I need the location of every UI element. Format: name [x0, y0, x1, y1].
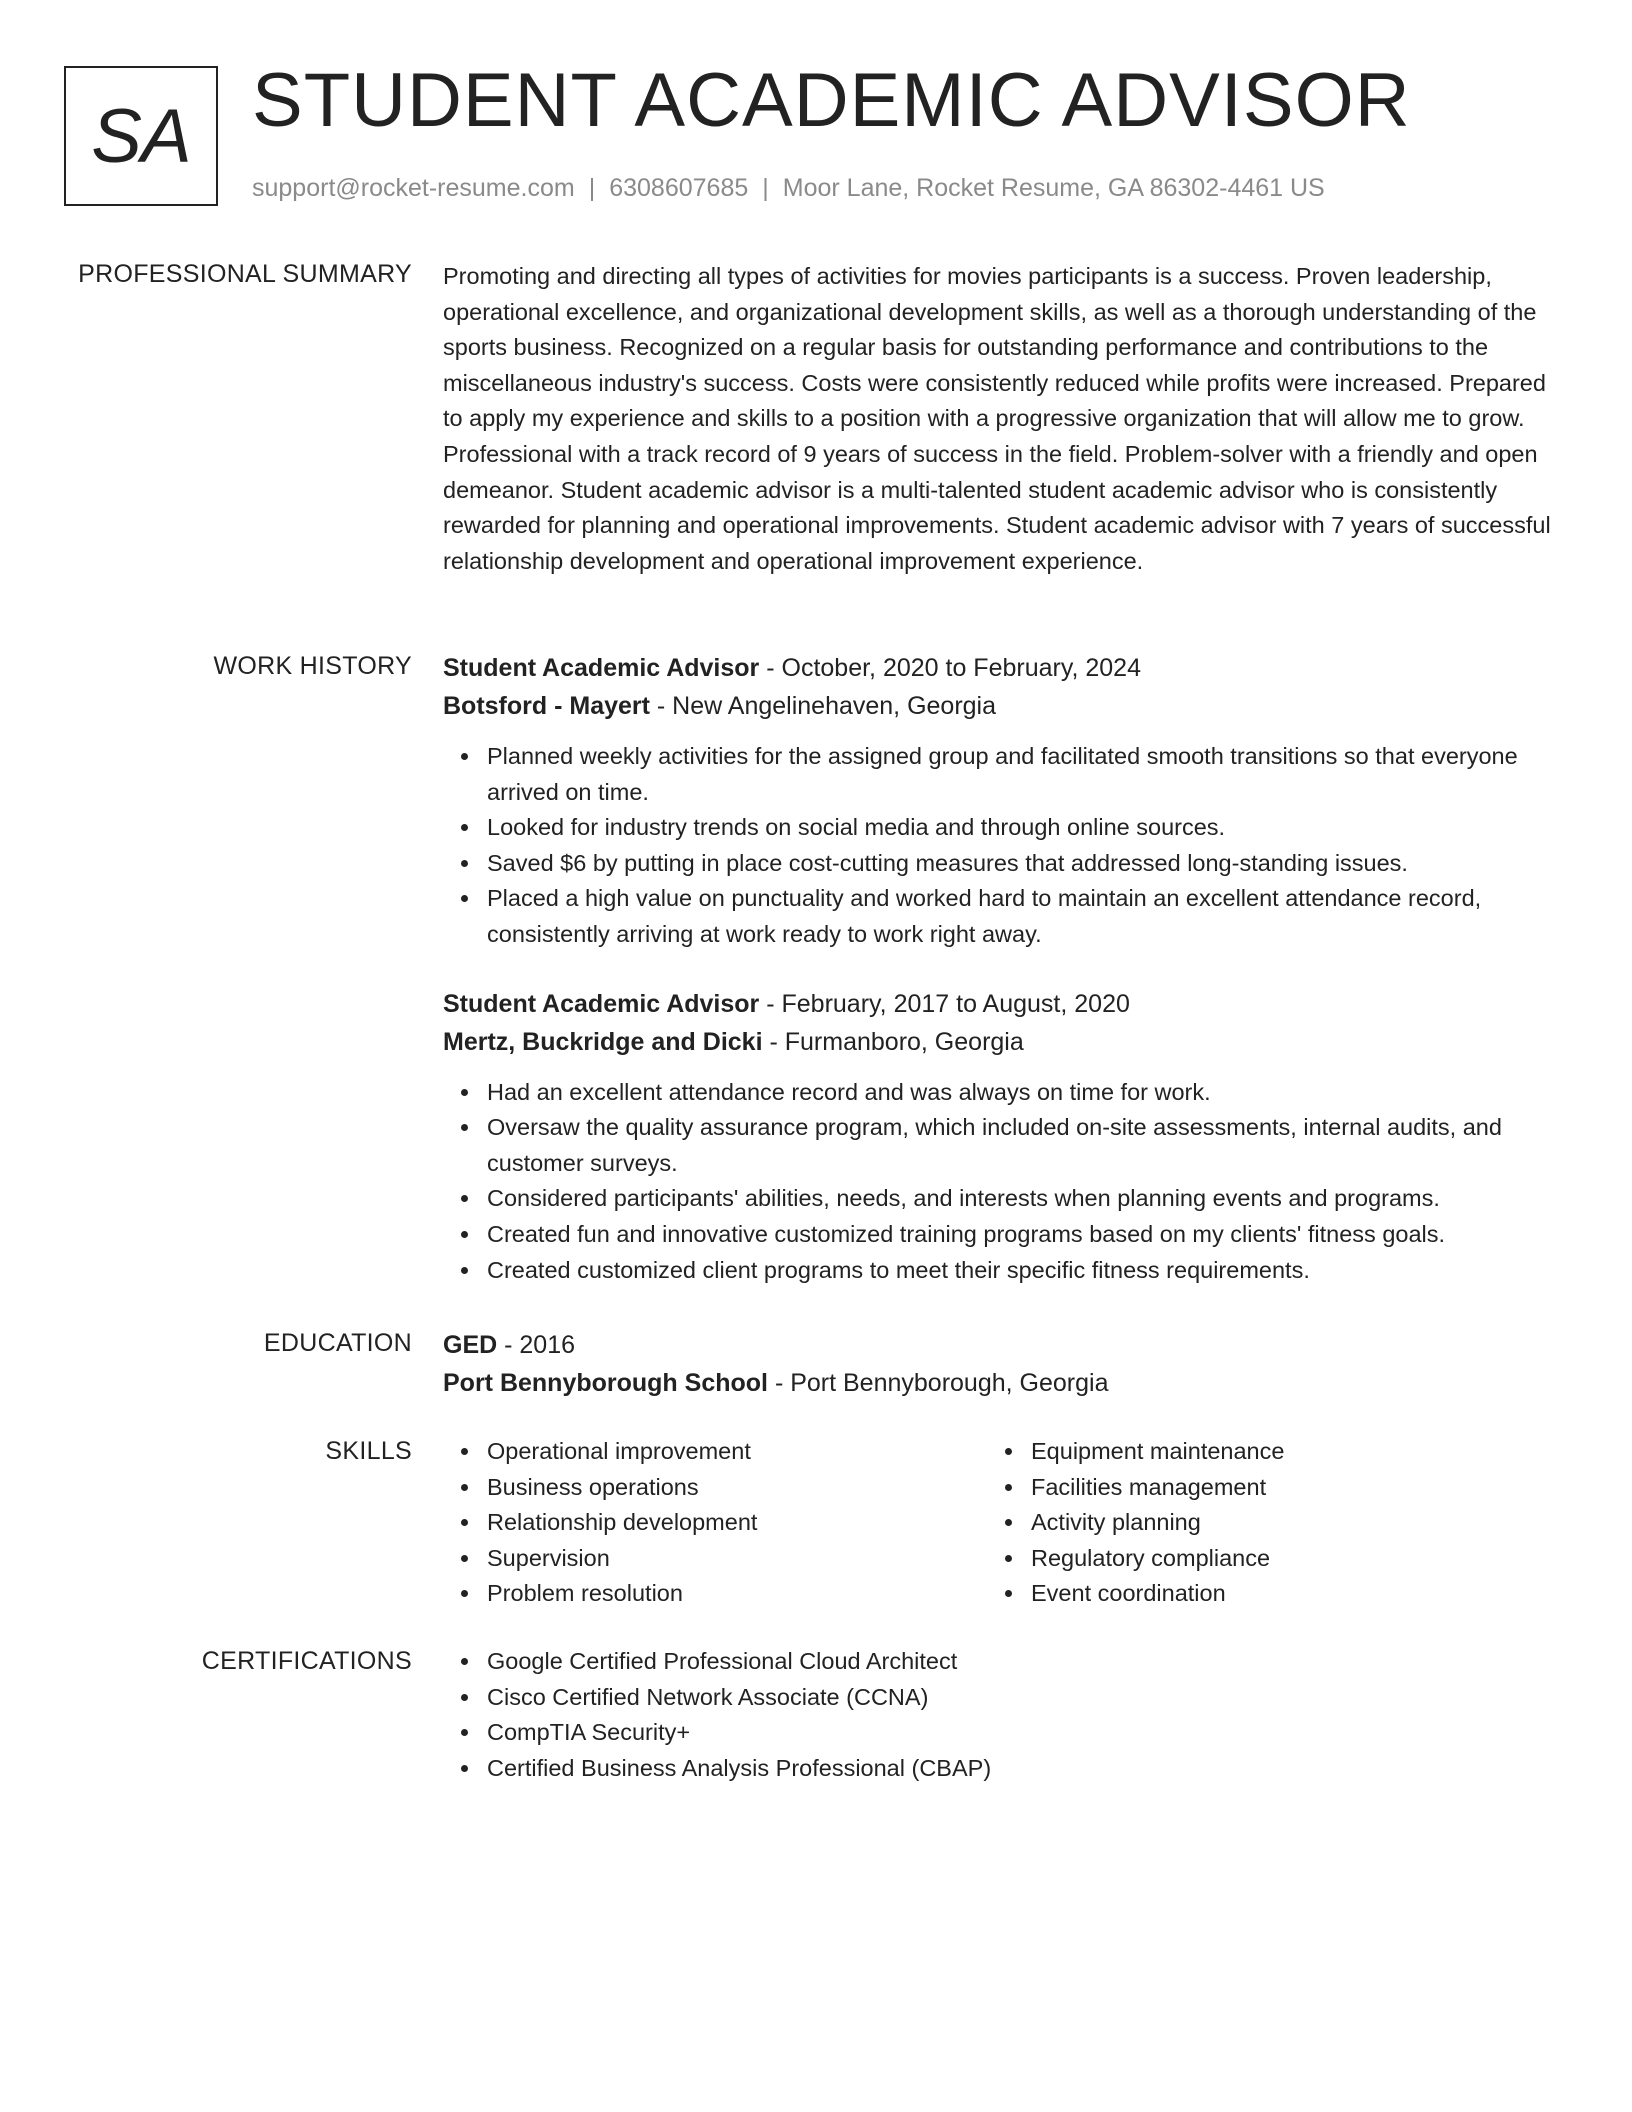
section-heading-summary: PROFESSIONAL SUMMARY	[78, 260, 412, 288]
work-history-body	[443, 649, 1553, 1320]
job-company: Botsford - Mayert	[443, 692, 650, 720]
skill-item: Business operations	[487, 1470, 987, 1506]
education-location: - Port Bennyborough, Georgia	[768, 1369, 1109, 1397]
certification-item: Cisco Certified Network Associate (CCNA)	[487, 1680, 1553, 1716]
contact-email: support@rocket-resume.com	[252, 174, 575, 202]
certifications-list	[443, 1644, 1553, 1786]
summary-text: Promoting and directing all types of activities for movies participants is a success. Proven leadership, operational excellence, and organizational development skills, as well as a thorough understanding of the sports business. Recognized on a regular basis for outstanding performance and contributions to the miscellaneous industry's success. Costs were consistently reduced while profits were increased. Prepared to apply my experience and skills to a position with a progressive organization that will allow me to grow. Professional with a track record of 9 years of success in the field. Problem-solver with a friendly and open demeanor. Student academic advisor is a multi-talented student academic advisor who is consistently rewarded for planning and operational improvements. Student academic advisor with 7 years of successful relationship development and operational improvement experience.	[443, 263, 1551, 574]
certifications-body	[443, 1644, 1553, 1786]
education-school: Port Bennyborough School	[443, 1369, 768, 1397]
skills-columns	[443, 1434, 1553, 1612]
section-heading-education: EDUCATION	[263, 1329, 412, 1357]
section-heading-skills: SKILLS	[325, 1437, 412, 1465]
job-dates: - February, 2017 to August, 2020	[759, 989, 1130, 1018]
list-item: Had an excellent attendance record and was always on time for work.	[487, 1075, 1553, 1111]
education-degree-line	[443, 1326, 1553, 1364]
job-bullets	[443, 1075, 1553, 1289]
list-item: Planned weekly activities for the assigned group and facilitated smooth transitions so that everyone arrived on time.	[487, 739, 1553, 810]
job-title: Student Academic Advisor	[443, 654, 760, 682]
job-title: Student Academic Advisor	[443, 989, 760, 1018]
monogram-logo: SA	[64, 66, 218, 206]
job-title-line	[443, 985, 1553, 1023]
certification-item: CompTIA Security+	[487, 1715, 1553, 1751]
skills-list-right	[987, 1434, 1531, 1612]
job-dates: - October, 2020 to February, 2024	[759, 654, 1141, 682]
certification-item: Google Certified Professional Cloud Architect	[487, 1644, 1553, 1680]
job-entry	[443, 649, 1553, 953]
skill-item: Regulatory compliance	[1031, 1541, 1531, 1577]
education-school-line	[443, 1364, 1553, 1402]
job-company-line	[443, 687, 1553, 725]
skills-list-left	[443, 1434, 987, 1612]
skill-item: Supervision	[487, 1541, 987, 1577]
resume-title: STUDENT ACADEMIC ADVISOR	[252, 58, 1411, 143]
list-item: Considered participants' abilities, needs, and interests when planning events and programs.	[487, 1181, 1553, 1217]
skill-item: Activity planning	[1031, 1505, 1531, 1541]
job-company: Mertz, Buckridge and Dicki	[443, 1027, 763, 1056]
list-item: Oversaw the quality assurance program, which included on-site assessments, internal audits, and customer surveys.	[487, 1110, 1553, 1181]
list-item: Created fun and innovative customized training programs based on my clients' fitness goals.	[487, 1217, 1553, 1253]
contact-separator: |	[762, 174, 769, 202]
education-degree: GED	[443, 1331, 498, 1359]
skill-item: Relationship development	[487, 1505, 987, 1541]
certification-item: Certified Business Analysis Professional (CBAP)	[487, 1751, 1553, 1787]
skills-column-right	[987, 1434, 1531, 1612]
list-item: Created customized client programs to meet their specific fitness requirements.	[487, 1253, 1553, 1289]
education-year: - 2016	[497, 1331, 576, 1359]
list-item: Looked for industry trends on social media and through online sources.	[487, 810, 1553, 846]
section-heading-certifications: CERTIFICATIONS	[201, 1647, 412, 1675]
summary-body	[443, 259, 1553, 579]
skill-item: Equipment maintenance	[1031, 1434, 1531, 1470]
job-location: - New Angelinehaven, Georgia	[649, 692, 997, 720]
section-heading-work-history: WORK HISTORY	[213, 652, 412, 680]
contact-line	[252, 172, 1325, 204]
job-title-line	[443, 649, 1553, 687]
education-body	[443, 1326, 1553, 1402]
skill-item: Operational improvement	[487, 1434, 987, 1470]
contact-address: Moor Lane, Rocket Resume, GA 86302-4461 US	[782, 174, 1325, 202]
job-location: - Furmanboro, Georgia	[762, 1027, 1024, 1056]
skill-item: Problem resolution	[487, 1576, 987, 1612]
job-company-line	[443, 1023, 1553, 1061]
skills-column-left	[443, 1434, 987, 1612]
contact-phone: 6308607685	[609, 174, 749, 202]
list-item: Placed a high value on punctuality and worked hard to maintain an excellent attendance record, consistently arriving at work ready to work right away.	[487, 881, 1553, 952]
skill-item: Event coordination	[1031, 1576, 1531, 1612]
list-item: Saved $6 by putting in place cost-cutting measures that addressed long-standing issues.	[487, 846, 1553, 882]
skill-item: Facilities management	[1031, 1470, 1531, 1506]
job-bullets	[443, 739, 1553, 953]
contact-separator: |	[588, 174, 596, 202]
job-entry	[443, 985, 1553, 1289]
skills-body	[443, 1434, 1553, 1612]
